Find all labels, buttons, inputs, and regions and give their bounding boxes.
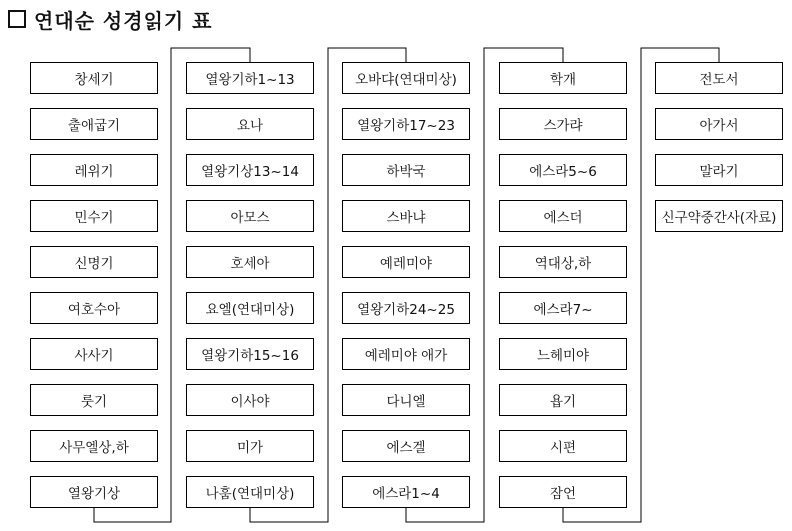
- book-box: 하박국: [342, 154, 470, 186]
- book-box: 역대상,하: [499, 246, 627, 278]
- book-box: 아모스: [186, 200, 314, 232]
- book-box: 룻기: [30, 384, 158, 416]
- book-box: 신명기: [30, 246, 158, 278]
- book-box: 학개: [499, 62, 627, 94]
- book-box: 잠언: [499, 476, 627, 508]
- book-box: 열왕기상: [30, 476, 158, 508]
- book-box: 예레미야: [342, 246, 470, 278]
- book-box: 창세기: [30, 62, 158, 94]
- book-box: 말라기: [655, 154, 783, 186]
- book-box: 스가랴: [499, 108, 627, 140]
- book-box: 다니엘: [342, 384, 470, 416]
- book-box: 열왕기하24~25: [342, 292, 470, 324]
- page-title: 연대순 성경읽기 표: [34, 8, 213, 33]
- book-box: 오바댜(연대미상): [342, 62, 470, 94]
- book-box: 열왕기상13~14: [186, 154, 314, 186]
- book-box: 열왕기하17~23: [342, 108, 470, 140]
- book-box: 호세아: [186, 246, 314, 278]
- book-box: 에스라5~6: [499, 154, 627, 186]
- book-box: 시편: [499, 430, 627, 462]
- book-box: 에스겔: [342, 430, 470, 462]
- book-box: 욥기: [499, 384, 627, 416]
- book-box: 열왕기하15~16: [186, 338, 314, 370]
- book-box: 신구약중간사(자료): [655, 200, 783, 232]
- book-box: 느헤미야: [499, 338, 627, 370]
- book-box: 에스더: [499, 200, 627, 232]
- book-box: 예레미야 애가: [342, 338, 470, 370]
- book-box: 요나: [186, 108, 314, 140]
- book-box: 열왕기하1~13: [186, 62, 314, 94]
- book-box: 전도서: [655, 62, 783, 94]
- book-box: 이사야: [186, 384, 314, 416]
- book-box: 스바냐: [342, 200, 470, 232]
- book-box: 나훔(연대미상): [186, 476, 314, 508]
- book-box: 사사기: [30, 338, 158, 370]
- book-box: 에스라1~4: [342, 476, 470, 508]
- book-box: 미가: [186, 430, 314, 462]
- book-box: 사무엘상,하: [30, 430, 158, 462]
- book-box: 아가서: [655, 108, 783, 140]
- book-box: 레위기: [30, 154, 158, 186]
- book-box: 에스라7~: [499, 292, 627, 324]
- book-box: 민수기: [30, 200, 158, 232]
- book-box: 출애굽기: [30, 108, 158, 140]
- book-box: 여호수아: [30, 292, 158, 324]
- book-box: 요엘(연대미상): [186, 292, 314, 324]
